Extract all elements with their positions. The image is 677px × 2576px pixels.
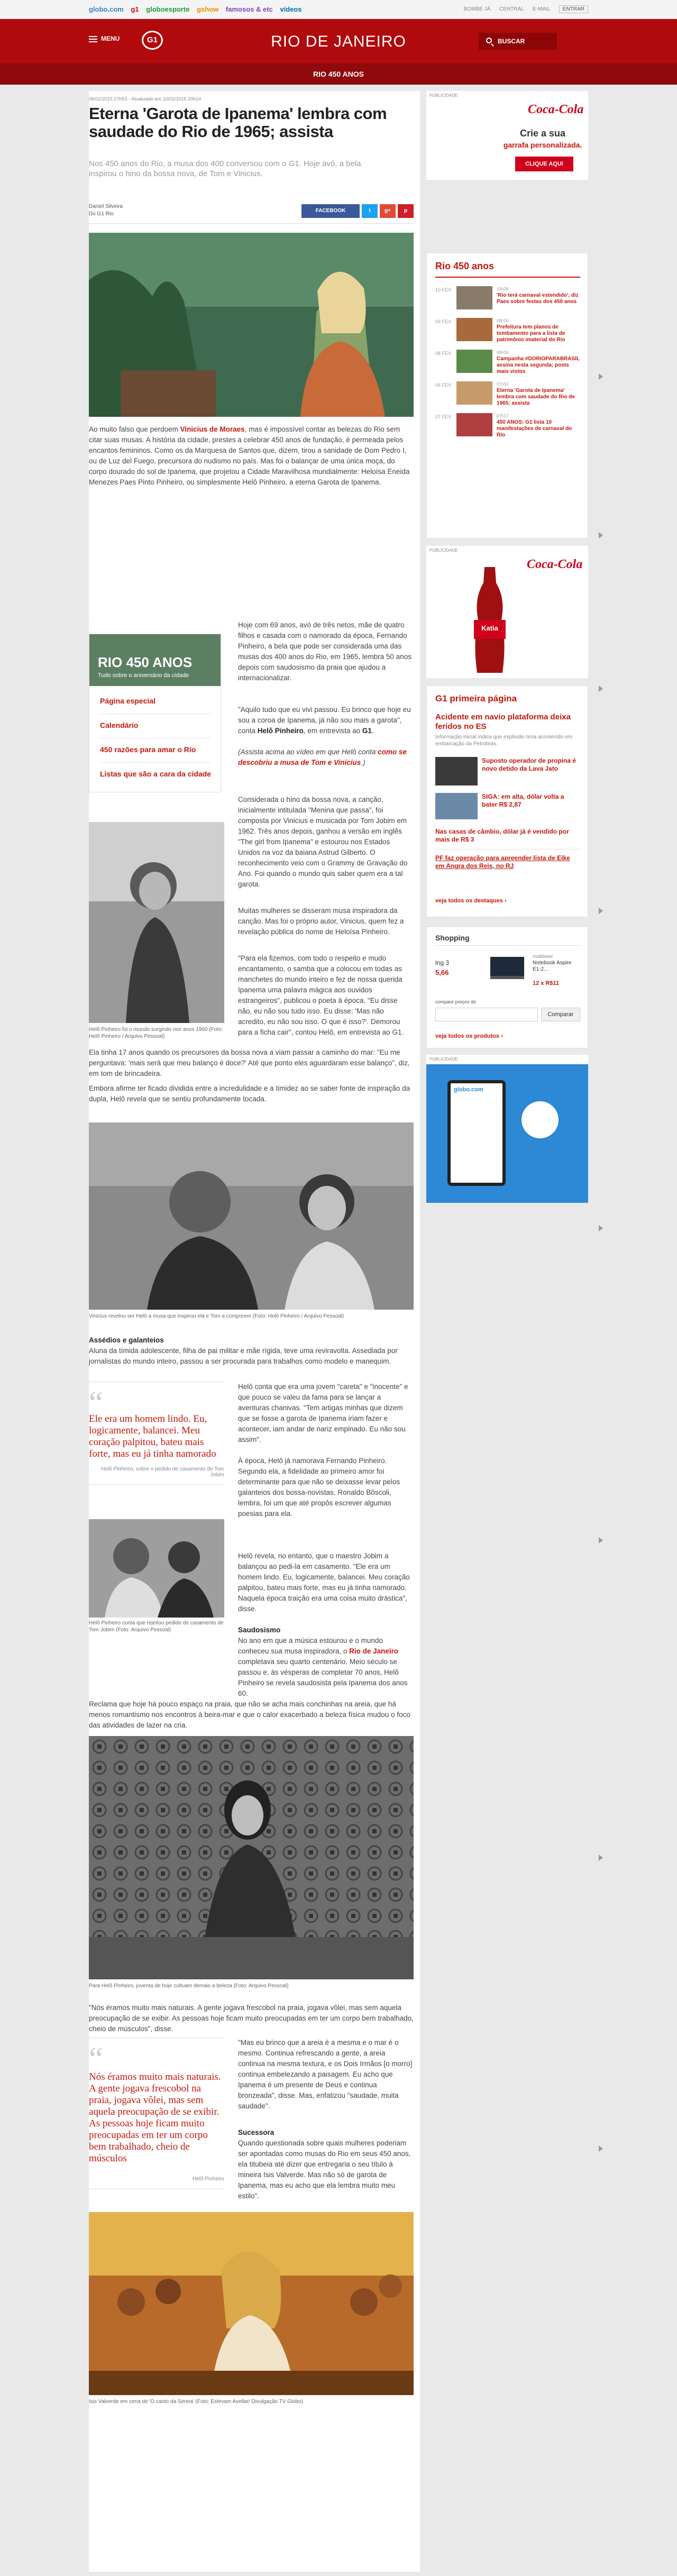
- compare-button[interactable]: Comparar: [541, 1008, 580, 1021]
- coke-logo: Coca-Cola: [528, 103, 584, 116]
- ad1-cta-button[interactable]: CLIQUE AQUI: [515, 157, 573, 171]
- divider: [435, 945, 580, 946]
- caption-2: Vinicius revelou ser Helô a musa que inspirou ela e Tom a comporem (Foto: Helô Pinheiro / Arquivo Pessoal): [89, 1313, 344, 1319]
- photo-helo-tiles: [89, 1736, 414, 1979]
- photo-helo-young: [89, 822, 224, 1023]
- coke-logo: Coca-Cola: [527, 558, 583, 571]
- paragraph-16: "Nós éramos muito mais naturais. A gente jogava frescobol na praia, jogava vôlei, mas sem aquela preocupação de se exibir. As pessoas hoje ficam muito preocupadas em ter um corpo bem trabalhado, cheio de músculos", disse.: [89, 2004, 414, 2033]
- tablet-image: [447, 1080, 506, 1186]
- news-date: 08 FEV: [435, 351, 452, 356]
- news-time: 06h16: [497, 350, 509, 355]
- caption-5: Isis Valverde em cena de 'O canto da Sereia' (Foto: Estevam Avellar/ Divulgação TV Globo): [89, 2399, 304, 2405]
- paragraph-10: Aluna da tímida adolescente, filha de pai militar e mãe rígida, teve uma reviravolta. Assediada por jornalistas do mundo inteiro, passou a ser procurada para trabalhos como modelo e manequim.: [89, 1347, 398, 1365]
- region-title: RIO DE JANEIRO: [271, 33, 406, 50]
- news-date: 06 FEV: [435, 382, 452, 388]
- news-time: 06h16: [497, 318, 509, 323]
- pull-quote-2-author: Helô Pinheiro: [192, 2176, 224, 2182]
- heading-assedios: Assédios e galanteios: [89, 1336, 164, 1344]
- pp-item-3[interactable]: Nas casas de câmbio, dólar já é vendido por mais de R$ 3: [435, 828, 569, 843]
- rio450-tagline: Tudo sobre o aniversário da cidade: [98, 672, 189, 679]
- twitter-share-button[interactable]: t: [362, 204, 378, 218]
- news-thumb: [456, 350, 492, 373]
- divider: [435, 277, 580, 278]
- pinterest-share-button[interactable]: p: [398, 204, 414, 218]
- paragraph-13: Helô revela, no entanto, que o maestro Jobim a balançou ao pedi-la em casamento. "Ele era um homem lindo. Eu, logicamente, balancei. Meu coração palpitou, bateu mais forte, mas eu já tinha namorado. Naquela época traição era uma coisa muito drástica", disse.: [238, 1552, 410, 1613]
- ad-coke-1[interactable]: [426, 91, 588, 180]
- divider: [100, 762, 211, 763]
- pull-quote-2: Nós éramos muito mais naturais. A gente jogava frescobol na praia, jogava vôlei, mas sem aquela preocupação de se exibir. As pessoas hoje ficam muito preocupadas em ter um corpo bem trabalhado, cheio de músculos: [89, 2071, 221, 2164]
- scroll-arrow-icon[interactable]: [599, 908, 603, 914]
- quote-mark-icon: “: [89, 1385, 103, 1420]
- news-thumb: [456, 318, 492, 341]
- news-date: 07 FEV: [435, 414, 452, 419]
- vinicius-link[interactable]: Vinicius de Moraes: [180, 425, 245, 433]
- share-buttons: [299, 204, 414, 218]
- shop-item-1-name[interactable]: ing 3: [435, 959, 450, 966]
- author-name: Daniel Silveira: [89, 204, 123, 209]
- shopping-widget: [426, 927, 588, 1048]
- author-place: Do G1 Rio: [89, 211, 114, 217]
- paragraph-2: Hoje com 69 anos, avó de três netos, mãe de quatro filhos e casada com o namorado da época, Fernando Pinheiro, a bela que pode ser considerada uma das musas dos 400 anos do Rio, em 1965, lembra 50 anos depois com saudosismo da praia que ajudou a internacionalizar.: [238, 621, 411, 682]
- article-subtitle: Nos 450 anos do Rio, a musa dos 400 conversou com o G1. Hoje avó, a bela inspirou o hino da bossa nova, de Tom e Vinicius.: [89, 159, 361, 178]
- ad-coke-2[interactable]: [426, 546, 588, 678]
- rio450-link-listas[interactable]: Listas que são a cara da cidade: [100, 770, 212, 778]
- primeira-pagina-widget: [426, 686, 588, 917]
- compare-label: compare preços de: [435, 999, 477, 1004]
- news-title: Prefeitura tem planos de tombamento para a lista de patrimônio imaterial do Rio: [497, 324, 565, 343]
- paragraph-12: À época, Helô já namorava Fernando Pinheiro. Segundo ela, a fidelidade ao primeiro amor foi determinante para que não se deixasse levar pelos galanteios dos bossa-novistas. Ronaldo Bôscoli, lembra, foi um que até propôs escrever algumas poesias para ela.: [238, 1457, 400, 1518]
- central-link[interactable]: CENTRAL: [499, 6, 524, 12]
- search-button[interactable]: [479, 33, 557, 50]
- videos-link[interactable]: vídeos: [280, 5, 302, 13]
- pp-item-1[interactable]: Suposto operador de propina é novo detido da Lava Jato: [482, 757, 577, 772]
- photo-isis-valverde: [89, 2212, 414, 2395]
- news-thumb: [456, 286, 492, 309]
- photo-helo-jobim: [89, 1519, 224, 1618]
- pp-thumb[interactable]: [435, 793, 478, 819]
- globo-link[interactable]: globo.com: [89, 5, 124, 13]
- bombe-link[interactable]: BOMBE JÁ: [463, 6, 491, 12]
- news-date: 10 FEV: [435, 287, 452, 293]
- globo-logo-icon: [522, 1101, 559, 1138]
- facebook-share-button[interactable]: FACEBOOK: [301, 204, 360, 218]
- rio450-news-item[interactable]: [435, 286, 580, 310]
- compare-input[interactable]: [435, 1008, 538, 1021]
- caption-3: Helô Pinheiro conta que rejeitou pedido de casamento de Tom Jobim (Foto: Arquivo Pessoal): [89, 1620, 224, 1633]
- paragraph-8: Ela tinha 17 anos quando os precursores da bossa nova a viam passar a caminho do mar: "Eu me perguntava: 'mais será que meu balanço é doce?' Até que ponto eles aguardaram esse balanço", diz, em tom de brincadeira.: [89, 1048, 410, 1077]
- paragraph-intro: Ao muito falso que perdoem Vinicius de Moraes, mas é impossível contar as belezas do Rio sem citar suas musas. A história da cidade, prestes a celebrar 450 anos de fundação, é permeada pelos encantos femininos. Como os da Marquesa de Santos que, dizem, tirou a sanidade de Dom Pedro I, ou de Luz del Fuego, precursora do nudismo no país. Mas foi o balançar de uma única moça, do corpo dourado do sol de Ipanema, que projetou a Cidade Maravilhosa mundialmente: Heloísa Eneida Menezes Paes Pinto Pinheiro, ou simplesmente Helô Pinheiro, a eterna Garota de Ipanema.: [89, 425, 410, 486]
- rio450-link-razoes[interactable]: 450 razões para amar o Rio: [100, 745, 196, 754]
- paragraph-11: Helô conta que era uma jovem "careta" e "inocente" e que pouco se valeu da fama para se lançar a aventuras chanivas. "Tem artigas minhas que dizem que se fosse a garota de Ipanema iriam fazer e acontecer, iam andar de nariz empinado. Eu não sou assim".: [238, 1383, 408, 1444]
- paragraph-4: (Assista acima ao vídeo em que Helô conta como se descobriu a musa de Tom e Vinicius.): [238, 748, 407, 766]
- gshow-link[interactable]: gshow: [197, 5, 219, 13]
- paragraph-14: No ano em que a música estourou e o mundo conheceu sua musa inspiradora, o Rio de Janeiro completava seu quarto centenário. Meio século se passou e, às vésperas de completar 70 anos, Helô Pinheiro se revela saudosista pela Ipanema dos anos 60.: [238, 1637, 408, 1697]
- coke-bottle-icon: [469, 567, 511, 675]
- heading-saudosismo: Saudosismo: [238, 1626, 281, 1634]
- user-links: [456, 6, 588, 12]
- shop-item-1-price: 5,66: [435, 969, 449, 976]
- news-title: 450 ANOS: G1 lista 10 manifestações de carnaval do Rio: [497, 419, 572, 438]
- rio450-banner: [89, 634, 221, 686]
- search-label: BUSCAR: [498, 38, 525, 45]
- pp-subtitle: Informação inicial indica que explosão teria acontecido em embarcação da Petrobras.: [435, 734, 573, 747]
- rio450-news-item[interactable]: [435, 318, 580, 342]
- shop-item-2-brand: multilaser: [533, 954, 553, 959]
- paragraph-15: Reclama que hoje há pouco espaço na praia, que não se acha mais conchinhas na areia, que há menos romantismo nos encontros à beira-mar e que o calor exacerbado a beleza física mudou o foco das atividades de lazer na cria.: [89, 1700, 410, 1729]
- heading-sucessora: Sucessora: [238, 2129, 275, 2136]
- scroll-arrow-icon[interactable]: [599, 1855, 603, 1861]
- primeira-label: primeira página: [450, 693, 517, 704]
- search-icon: [486, 38, 492, 43]
- pp-thumb[interactable]: [435, 757, 478, 785]
- pull-quote-1: Ele era um homem lindo. Eu, logicamente, balancei. Meu coração palpitou, bateu mais forte, mas eu já tinha namorado: [89, 1413, 216, 1459]
- video-player[interactable]: [89, 233, 414, 417]
- globoesporte-link[interactable]: globoesporte: [146, 5, 190, 13]
- g1-logo[interactable]: G1: [142, 31, 163, 50]
- scroll-arrow-icon[interactable]: [599, 532, 603, 538]
- news-title: 'Rio terá carnaval estendido', diz Paes sobre festas dos 450 anos: [497, 293, 579, 305]
- ad1-line1: Crie a sua: [519, 128, 566, 139]
- shopping-title: Shopping: [435, 934, 470, 942]
- ad-label: PUBLICIDADE: [429, 548, 458, 553]
- photo-vinicius-helo: [89, 1122, 414, 1310]
- paragraph-18: Quando questionada sobre quais mulheres poderiam ser apontadas como musas do Rio em seus 450 anos, ela titubeia até dizer que entregaria o seu título à mineira Isis Valverde. Mas não só de garota de Ipanema, mas eu acho que ela lembra muito meu estilo".: [238, 2139, 411, 2200]
- photo-image: [89, 1122, 414, 1310]
- scroll-arrow-icon[interactable]: [599, 2145, 603, 2152]
- ad-globo-banner: [426, 1064, 588, 1203]
- photo-image: [89, 1519, 224, 1618]
- globo-app-label: globo.com: [454, 1086, 483, 1093]
- caption-1: Helô Pinheiro foi o mundo surgindo nos anos 1960 (Foto: Helô Pinheiro / Arquivo Pessoal): [89, 1027, 223, 1039]
- site-header: [0, 19, 677, 63]
- globo-links: [89, 5, 307, 13]
- video-link[interactable]: como se descobriu a musa de Tom e Vinicius: [238, 748, 407, 766]
- pp-item-2[interactable]: SIGA: em alta, dólar volta a bater R$ 2,87: [482, 793, 564, 808]
- email-link[interactable]: E-MAIL: [533, 6, 551, 12]
- news-time: 15h28: [497, 287, 509, 291]
- login-button[interactable]: ENTRAR: [559, 5, 588, 13]
- ad-globo[interactable]: [426, 1055, 588, 1203]
- photo-image: [89, 1736, 414, 1979]
- news-time: 07h17: [497, 414, 509, 418]
- pp-item-4[interactable]: PF faz operação para apreender lista de Eike em Angra dos Reis, no RJ: [435, 854, 570, 870]
- g1-link[interactable]: g1: [131, 5, 139, 13]
- ad-label: PUBLICIDADE: [429, 93, 458, 98]
- rio-link[interactable]: Rio de Janeiro: [349, 1647, 399, 1655]
- news-thumb: [456, 413, 492, 436]
- quote-mark-icon: “: [89, 2041, 103, 2076]
- rio450-news-item[interactable]: [435, 381, 580, 406]
- laptop-image[interactable]: [490, 957, 524, 979]
- news-time: 07h53: [497, 382, 509, 387]
- caption-4: Para Helô Pinheiro, juventa de hoje cultuam demais a beleza (Foto: Arquivo Pessoal): [89, 1983, 289, 1989]
- rio450-link-pagina[interactable]: Página especial: [100, 697, 156, 705]
- menu-label: MENU: [101, 35, 120, 42]
- g1-badge: G1: [435, 693, 447, 704]
- scroll-arrow-icon[interactable]: [599, 373, 603, 380]
- primeira-pagina-title: [435, 693, 517, 704]
- shop-item-2-price: 12 x R$11: [533, 980, 560, 986]
- article: [89, 91, 420, 2572]
- photo-image: [89, 822, 224, 1023]
- ad1-line2: garrafa personalizada.: [503, 141, 582, 149]
- paragraph-5: Considerada o hino da bossa nova, a canção, inicialmente intitulada "Menina que passa", foi composta por Vinicius e musicada por Tom Jobim em 1962. Três anos depois, ganhou a versão em inglês "The girl from Ipanema" e estourou nos Estados Unidos na voz da baiana Astrud Gilberto. O reconhecimento veio com o Grammy de Gravação do Ano. Foi quando o mundo quis saber quem era a tal garota.: [238, 796, 408, 888]
- gplus-share-button[interactable]: g+: [380, 204, 396, 218]
- news-title: Eterna 'Garota de Ipanema' lembra com saudade do Rio de 1965; assista: [497, 388, 575, 406]
- scroll-arrow-icon[interactable]: [599, 686, 603, 692]
- rio450-box: [89, 634, 221, 792]
- ad-label: PUBLICIDADE: [429, 1057, 458, 1062]
- shop-item-2-desc[interactable]: Notebook Aspire E1-2...: [533, 960, 572, 972]
- video-frame: [89, 233, 414, 417]
- photo-image: [89, 2212, 414, 2395]
- pp-headline[interactable]: Acidente em navio plataforma deixa feridos no ES: [435, 712, 571, 731]
- scroll-arrow-icon[interactable]: [599, 1537, 603, 1543]
- article-meta: 06/02/2015 07h53 - Atualizado em 10/02/2015 20h14: [89, 96, 202, 102]
- news-thumb: [456, 381, 492, 405]
- rio450-widget: [426, 253, 588, 538]
- rio450-title: RIO 450 ANOS: [98, 654, 193, 670]
- paragraph-7: "Para ela fizemos, com todo o respeito e mudo encantamento, o samba que a colocou em todas as manchetes do mundo inteiro e fez de nossa querida Ipanema uma palavra mágica aos ouvidos estrangeiros", publicou o poeta à época. "Eu disse não, eu não sou tudo isso. Eu disse: 'Mas não acredito, eu não sou isso. O que é isso?'. Demorou para a ficha cair", contou Helô, em entrevista ao G1.: [238, 954, 404, 1036]
- section-bar[interactable]: RIO 450 ANOS: [0, 63, 677, 85]
- global-topbar: [0, 0, 677, 19]
- divider: [89, 223, 414, 224]
- paragraph-3: "Aquilo tudo que eu vivi passou. Eu brinco que hoje eu sou a coroa de Ipanema, já não sou mais a garota", conta Helô Pinheiro, em entrevista ao G1.: [238, 706, 411, 735]
- news-title: Campanha #DORIOPARABRASIL assina nesta segunda; posts mais vistos: [497, 356, 580, 374]
- paragraph-9: Embora afirme ter ficado dividida entre a incredulidade e a timidez ao se saber fonte de inspiração da dupla, Helô revela que se sentiu profundamente tocada.: [89, 1084, 410, 1103]
- pull-quote-1-author: Helô Pinheiro, sobre o pedido de casamento de Tom Jobim: [101, 1466, 224, 1478]
- pp-more-link[interactable]: veja todos os destaques ›: [435, 898, 507, 904]
- shop-more-link[interactable]: veja todos os produtos ›: [435, 1033, 503, 1039]
- divider: [89, 1484, 224, 1485]
- news-date: 09 FEV: [435, 319, 452, 324]
- article-title: Eterna 'Garota de Ipanema' lembra com saudade do Rio de 1965; assista: [89, 104, 387, 141]
- rio450-news-item[interactable]: [435, 350, 580, 374]
- scroll-arrow-icon[interactable]: [599, 1225, 603, 1231]
- paragraph-17: "Mas eu brinco que a areia é a mesma e o mar é o mesmo. Continua refrescando a gente, a areia continua na mesma textura, e os Dois Irmãos [o morro] continua embelezando a paisagem. Eu acho que Ipanema é um presente de Deus e continua bronzeada", disse. Mas, enfatizou "saudade, muita saudade".: [238, 2039, 413, 2110]
- paragraph-6: Muitas mulheres se disseram musa inspiradora da canção. Mas foi o próprio autor, Vinicius, quem fez a revelação pública do nome de Heloísa Pinheiro.: [238, 907, 404, 936]
- bottle-name: Katia: [481, 624, 498, 632]
- rio450-link-calendario[interactable]: Calendário: [100, 721, 139, 729]
- rio450-news-item[interactable]: [435, 413, 580, 437]
- rio450-widget-title: Rio 450 anos: [435, 261, 495, 271]
- author-block: [89, 203, 123, 218]
- famosos-link[interactable]: famosos & etc: [225, 5, 273, 13]
